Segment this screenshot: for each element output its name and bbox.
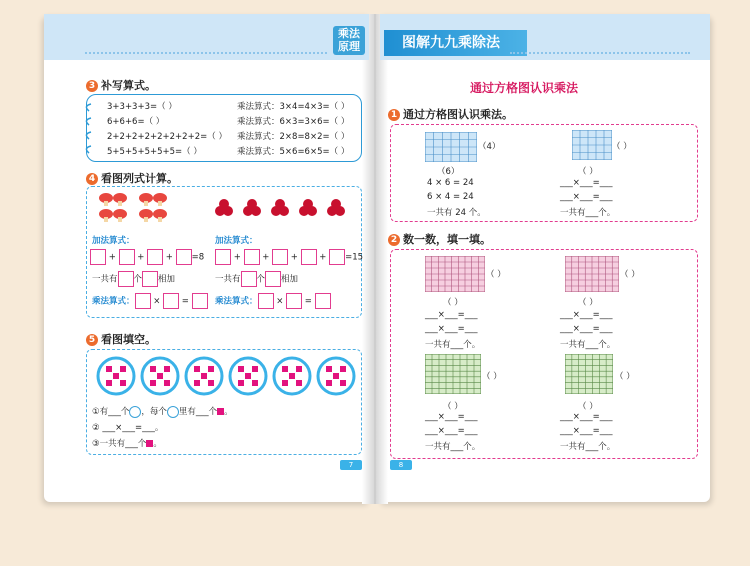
sec5-line1 [92, 405, 233, 418]
sec5-title [86, 331, 156, 347]
result-text: =15 [345, 252, 364, 263]
answer-box[interactable] [163, 293, 179, 309]
left-header-dotline [85, 52, 327, 54]
answer-box[interactable] [90, 249, 106, 265]
result-text: =8 [191, 252, 205, 263]
g5-line2: ___×___=___ [425, 426, 478, 436]
plus-sign: + [290, 252, 298, 263]
sec4-total-right [215, 271, 298, 287]
g1-line3: 一共有 24 个。 [427, 208, 486, 218]
answer-box[interactable] [215, 249, 231, 265]
sec2-title-text: 数一数，填一填。 [403, 233, 491, 246]
g4-line3: 一共有___个。 [560, 340, 616, 350]
g4-line1: ___×___=___ [560, 310, 613, 320]
g2-bottom-label: （ ） [578, 167, 598, 177]
answer-box[interactable] [135, 293, 151, 309]
grid-blue-1 [425, 132, 477, 166]
mushrooms-illustration [96, 190, 176, 228]
answer-box[interactable] [176, 249, 192, 265]
tag-line-2: 原理 [338, 40, 360, 53]
sec1-title-text: 通过方格图认识乘法。 [403, 108, 513, 121]
g6-line2: ___×___=___ [560, 426, 613, 436]
mul-label: 乘法算式： [92, 296, 135, 307]
answer-box[interactable] [272, 249, 288, 265]
plus-sign: + [165, 252, 173, 263]
g6-bottom-label: （ ） [578, 402, 598, 412]
grid-green-1 [425, 354, 481, 398]
sec4-add-label-right: 加法算式： [215, 236, 258, 246]
g4-right-label: （ ） [620, 270, 640, 280]
sec5-line2: ② ___×___=___。 [92, 423, 164, 433]
sec3-row1-add: 3+3+3+3=（ ） [107, 102, 177, 112]
answer-box[interactable] [329, 249, 345, 265]
g1-bottom-label: （6） [437, 167, 460, 177]
plus-sign: + [233, 252, 241, 263]
g3-bottom-label: （ ） [443, 298, 463, 308]
sec5-num: 5 [86, 334, 98, 346]
answer-box[interactable] [192, 293, 208, 309]
grid-pink-1 [425, 256, 485, 296]
plus-sign: + [319, 252, 327, 263]
sec3-num: 3 [86, 80, 98, 92]
answer-box[interactable] [142, 271, 158, 287]
sec4-add-row-left [90, 249, 204, 265]
sec3-row1-mul: 乘法算式：3×4=4×3=（ ） [237, 102, 350, 112]
sec5-text: ③一共有___个 [92, 439, 147, 449]
eq-sign: = [181, 296, 189, 307]
right-main-title: 通过方格图认识乘法 [470, 81, 579, 95]
plus-sign: + [108, 252, 116, 263]
sec5-text: 里有___个 [178, 407, 218, 417]
sec5-circles [96, 356, 358, 398]
g2-line3: 一共有___个。 [560, 208, 616, 218]
g1-right-label: （4） [478, 142, 501, 152]
sec4-add-row-right [215, 249, 363, 265]
sec5-text: 。 [224, 407, 233, 417]
spiral-binding-icon [81, 100, 95, 156]
times-sign: × [153, 296, 161, 307]
sec3-row2-add: 6+6+6=（ ） [107, 117, 165, 127]
sec4-total-left [92, 271, 175, 287]
g6-line3: 一共有___个。 [560, 442, 616, 452]
g5-bottom-label: （ ） [443, 402, 463, 412]
total-text: 相加 [281, 274, 299, 285]
grid-green-2 [565, 354, 613, 398]
sec1-num: 1 [388, 109, 400, 121]
total-text: 个 [133, 274, 143, 285]
answer-box[interactable] [265, 271, 281, 287]
answer-box[interactable] [315, 293, 331, 309]
circle-icon [129, 406, 141, 418]
g4-bottom-label: （ ） [578, 298, 598, 308]
answer-box[interactable] [119, 249, 135, 265]
left-page-number: 7 [340, 460, 362, 470]
sec2-title [388, 231, 491, 247]
book-spine [362, 14, 388, 504]
sec4-mul-right [215, 293, 331, 309]
sec3-row4-mul: 乘法算式：5×6=6×5=（ ） [237, 147, 350, 157]
fruits-illustration [212, 196, 358, 222]
answer-box[interactable] [147, 249, 163, 265]
sec3-row4-add: 5+5+5+5+5+5=（ ） [107, 147, 202, 157]
g5-line1: ___×___=___ [425, 412, 478, 422]
g4-line2: ___×___=___ [560, 324, 613, 334]
total-text: 一共有 [92, 274, 118, 285]
g2-line2: ___×___=___ [560, 192, 613, 202]
g6-line1: ___×___=___ [560, 412, 613, 422]
sec4-mul-left [92, 293, 208, 309]
right-header-dotline [510, 52, 690, 54]
total-text: 一共有 [215, 274, 241, 285]
total-text: 相加 [158, 274, 176, 285]
total-text: 个 [256, 274, 266, 285]
sec3-row3-add: 2+2+2+2+2+2+2+2=（ ） [107, 132, 227, 142]
g6-right-label: （ ） [615, 372, 635, 382]
g3-line2: ___×___=___ [425, 324, 478, 334]
g3-line3: 一共有___个。 [425, 340, 481, 350]
g5-line3: 一共有___个。 [425, 442, 481, 452]
sec5-line3 [92, 437, 162, 449]
grid-pink-2 [565, 256, 619, 296]
answer-box[interactable] [118, 271, 134, 287]
g3-right-label: （ ） [486, 270, 506, 280]
g1-line2: 6 × 4 = 24 [427, 192, 474, 202]
sec2-num: 2 [388, 234, 400, 246]
answer-box[interactable] [301, 249, 317, 265]
sec5-text: ，每个 [141, 407, 167, 417]
left-header-tag [333, 26, 365, 55]
sec5-title-text: 看图填空。 [101, 333, 156, 346]
right-page-number: 8 [390, 460, 412, 470]
sec5-text: ①有___个 [92, 407, 130, 417]
times-sign: × [276, 296, 284, 307]
sec4-title [86, 170, 178, 186]
g1-line1: 4 × 6 = 24 [427, 178, 474, 188]
sec1-title [388, 106, 513, 122]
answer-box[interactable] [258, 293, 274, 309]
answer-box[interactable] [286, 293, 302, 309]
sec4-add-label-left: 加法算式： [92, 236, 135, 246]
sec3-row2-mul: 乘法算式：6×3=3×6=（ ） [237, 117, 350, 127]
answer-box[interactable] [244, 249, 260, 265]
right-header-title: 图解九九乘除法 [384, 30, 527, 56]
sec5-text: 。 [153, 439, 162, 449]
tag-line-1: 乘法 [338, 27, 360, 40]
sec3-title-text: 补写算式。 [101, 79, 156, 92]
sec4-num: 4 [86, 173, 98, 185]
g2-right-label: （ ） [612, 142, 632, 152]
answer-box[interactable] [241, 271, 257, 287]
eq-sign: = [304, 296, 312, 307]
circle-icon [167, 406, 179, 418]
mul-label: 乘法算式： [215, 296, 258, 307]
plus-sign: + [137, 252, 145, 263]
sec3-row3-mul: 乘法算式：2×8=8×2=（ ） [237, 132, 350, 142]
grid-blue-2 [572, 130, 612, 164]
g5-right-label: （ ） [482, 372, 502, 382]
g3-line1: ___×___=___ [425, 310, 478, 320]
sec4-title-text: 看图列式计算。 [101, 172, 178, 185]
g2-line1: ___×___=___ [560, 178, 613, 188]
plus-sign: + [262, 252, 270, 263]
sec3-title [86, 77, 156, 93]
